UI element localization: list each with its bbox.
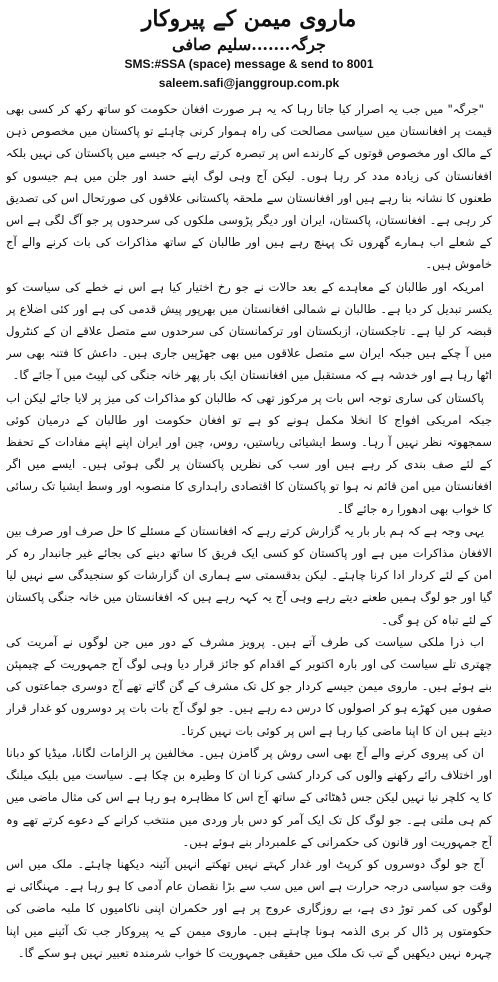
paragraph: اب ذرا ملکی سیاست کی طرف آتے ہیں۔ پرویز مشرف کے دور میں جن لوگوں نے آمریت کی چھتری تلے سیاست کی اور بارہ اکتوبر کے اقدام کو جائز قرار دیا وہی لوگ آج جمہوریت کے چیمپئن بنے ہوئے ہیں۔ ماروی میمن جیسے کردار جو کل تک مشرف کے گن گاتے تھے آج دوسری جماعتوں کی صفوں میں کھڑے ہو کر اصولوں کا درس دے رہے ہیں۔ جو لوگ آج بات بات پر دوسروں کو غدار قرار دیتے ہیں ان کا اپنا ماضی کیا رہا ہے اس پر کوئی بات نہیں کرتا۔ — [6, 634, 492, 738]
paragraph: یہی وجہ ہے کہ ہم بار بار یہ گزارش کرتے رہے کہ افغانستان کے مسئلے کا حل صرف اور صرف بین الافغان مذاکرات میں ہے اور پاکستان کو کسی ایک فریق کا ساتھ دینے کی بجائے غیر جانبدار رہ کر امن کے لئے کردار ادا کرنا چاہئے۔ لیکن بدقسمتی سے ہماری ان گزارشات کو سنجیدگی سے نہیں لیا گیا اور جو لوگ ہمیں طعنے دیتے رہے وہی آج یہ کہہ رہے ہیں کہ افغانستان میں خانہ جنگی پاکستان کے لئے تباہ کن ہو گی۔ — [6, 523, 492, 627]
paragraph: امریکہ اور طالبان کے معاہدے کے بعد حالات نے جو رخ اختیار کیا ہے اس نے خطے کی سیاست کو یکسر تبدیل کر دیا ہے۔ طالبان نے شمالی افغانستان میں بھرپور پیش قدمی کی ہے اور کئی اضلاع پر قبضہ کر لیا ہے۔ تاجکستان، ازبکستان اور ترکمانستان کی سرحدوں سے متصل علاقے ان کے کنٹرول میں آ چکے ہیں جبکہ ایران سے متصل علاقوں میں بھی جھڑپیں جاری ہیں۔ داعش کا فتنہ بھی سر اٹھا رہا ہے اور خدشہ ہے کہ مستقبل میں افغانستان ایک بار پھر خانہ جنگی کی لپیٹ میں آ جائے گا۔ — [6, 279, 492, 383]
headline: ماروی میمن کے پیروکار — [141, 6, 357, 32]
paragraph: ان کی پیروی کرنے والے آج بھی اسی روش پر گامزن ہیں۔ مخالفین پر الزامات لگانا، میڈیا کو دبانا اور اختلاف رائے رکھنے والوں کی کردار کشی کرنا ان کا وطیرہ بن چکا ہے۔ سیاست میں بلیک میلنگ کا یہ کلچر نیا نہیں لیکن جس ڈھٹائی کے ساتھ آج اس کا مظاہرہ ہو رہا ہے اس کی مثال ماضی میں کم ہی ملتی ہے۔ جو لوگ کل تک ایک آمر کو دس بار وردی میں منتخب کرانے کے دعوے کرتے تھے وہ آج جمہوریت اور قانون کی حکمرانی کے علمبردار بنے ہوئے ہیں۔ — [6, 745, 492, 849]
article-column — [6, 4, 492, 978]
paragraph: آج جو لوگ دوسروں کو کرپٹ اور غدار کہتے نہیں تھکتے انہیں آئینہ دیکھنا چاہئے۔ ملک میں اس وقت جو سیاسی درجہ حرارت ہے اس میں سب سے بڑا نقصان عام آدمی کا ہو رہا ہے۔ مہنگائی نے لوگوں کی کمر توڑ دی ہے، بے روزگاری عروج پر ہے اور حکمران اپنی ناکامیوں کا ملبہ ماضی کی حکومتوں پر ڈال کر بری الذمہ ہونا چاہتے ہیں۔ ماروی میمن کے یہ پیروکار جب تک آئینے میں اپنا چہرہ نہیں دیکھیں گے تب تک ملک میں حقیقی جمہوریت کا خواب شرمندہ تعبیر نہیں ہو سکے گا۔ — [6, 856, 492, 960]
paragraph: "جرگہ" میں جب یہ اصرار کیا جاتا رہا کہ یہ ہر صورت افغان حکومت کو ساتھ رکھ کر کسی بھی قیمت پر افغانستان میں سیاسی مصالحت کی راہ ہموار کرنی چاہئے تو پاکستان میں مخصوص ذہن کے مالک اور مخصوص قوتوں کے کارندے اس پر تبصرہ کرتے رہے کہ جیسے میں پاکستان کی نہیں بلکہ افغانستان کی زیادہ مدد کر رہا ہوں۔ لیکن آج وہی لوگ اپنے حسد اور جلن میں ہم جیسوں کو طعنوں کا نشانہ بنا رہے ہیں اور افغانستان سے ملحقہ پاکستانی علاقوں کی صورتحال اس کی تصدیق کر رہی ہے۔ افغانستان، پاکستان، ایران اور دیگر پڑوسی ملکوں کی سرحدوں پر جو آگ لگی ہے اس کے شعلے اب ہمارے گھروں تک پہنچ رہے ہیں اور طالبان کے ساتھ مذاکرات کی بات کرنے والے آج خاموش ہیں۔ — [6, 102, 492, 272]
paragraph: پاکستان کی ساری توجہ اس بات پر مرکوز تھی کہ طالبان کو مذاکرات کی میز پر لایا جائے لیکن اب جبکہ امریکی افواج کا انخلا مکمل ہونے کو ہے تو افغان حکومت اور طالبان کے درمیان کوئی سمجھوتہ نظر نہیں آ رہا۔ وسط ایشیائی ریاستیں، روس، چین اور ایران اپنے اپنے مفادات کے تحفظ کے لئے صف بندی کر رہے ہیں اور سب کی نظریں پاکستان پر لگی ہوئی ہیں۔ ایسے میں اگر افغانستان میں امن قائم نہ ہوا تو پاکستان کا اقتصادی راہداری کا منصوبہ اور وسط ایشیا تک رسائی کا خواب بھی ادھورا رہ جائے گا۔ — [6, 390, 492, 516]
article-body — [6, 98, 492, 964]
byline: جرگہ.......سلیم صافی — [172, 35, 326, 54]
sms-line: SMS:#SSA (space) message & send to 8001 — [124, 57, 374, 71]
article-header — [6, 4, 492, 92]
author-email: saleem.safi@janggroup.com.pk — [158, 76, 340, 90]
